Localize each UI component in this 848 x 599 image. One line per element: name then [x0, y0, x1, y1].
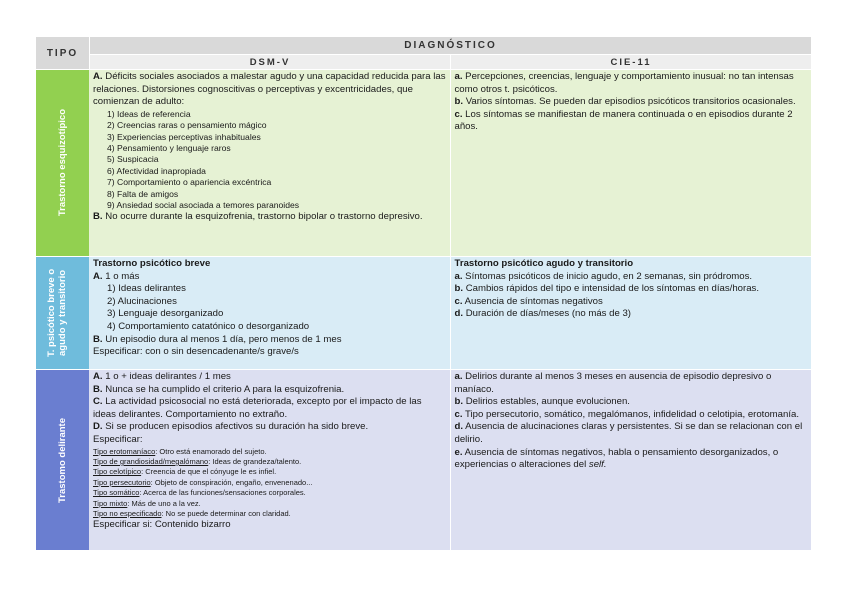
list-item: 2) Alucinaciones	[107, 295, 177, 307]
section-title: Trastorno psicótico agudo y transitorio	[454, 258, 634, 269]
tipo-label: Trastorno esquizotípico	[57, 109, 68, 217]
criterion-text: Cambios rápidos del tipo e intensidad de los síntomas en días/horas.	[463, 283, 760, 295]
criterion-label: a.	[454, 71, 463, 82]
type-name: Tipo celotípico	[93, 467, 142, 477]
criterion-label: c.	[454, 108, 463, 120]
criterion-label: c.	[454, 408, 463, 420]
tipo-label: T. psicótico breve o agudo y transitorio	[45, 268, 68, 358]
type-desc: : No se puede determinar con claridad.	[161, 509, 291, 518]
criterion-label: A.	[93, 270, 103, 282]
type-item	[93, 499, 446, 509]
criterion-label: C.	[93, 396, 103, 408]
criterion-text: Duración de días/meses (no más de 3)	[463, 308, 632, 320]
criterion-text: No ocurre durante la esquizofrenia, trastorno bipolar o trastorno depresivo.	[102, 211, 423, 223]
type-item	[93, 478, 446, 488]
list-item: 8) Falta de amigos	[107, 188, 179, 199]
type-desc: : Objeto de conspiración, engaño, envenenado...	[150, 477, 313, 487]
criterion-label: d.	[454, 308, 464, 320]
type-name: Tipo somático	[93, 488, 140, 498]
tipo-cell	[36, 370, 89, 550]
criterion-label: b.	[454, 396, 464, 408]
diagnostico-header: DIAGNÓSTICO	[90, 37, 811, 55]
table-header	[36, 37, 811, 69]
type-name: Tipo mixto	[93, 498, 128, 508]
criterion-label: A.	[93, 371, 103, 382]
criterion-text: Varios síntomas. Se pueden dar episodios psicóticos transitorios ocasionales.	[463, 96, 796, 108]
list-item: 7) Comportamiento o apariencia excéntrica	[107, 177, 272, 188]
criterion-text: Percepciones, creencias, lenguaje y comportamiento inusual: no tan intensas como otros t. psicóticos.	[454, 71, 794, 95]
type-item	[93, 509, 446, 519]
dsm-cell	[89, 257, 451, 369]
list-item: 6) Afectividad inapropiada	[107, 165, 206, 176]
type-desc: : Más de uno a la vez.	[127, 498, 201, 508]
criterion-text: Delirios durante al menos 3 meses en ausencia de episodio depresivo o maníaco.	[454, 371, 772, 395]
type-item	[93, 457, 446, 467]
criterion-text: 1 o más	[102, 270, 140, 282]
type-item	[93, 467, 446, 477]
criterion-italic: self.	[588, 459, 607, 471]
criterion-label: e.	[454, 446, 463, 458]
type-name: Tipo de grandiosidad/megalómano	[93, 456, 209, 466]
tipo-header: TIPO	[36, 37, 90, 69]
criterion-label: A.	[93, 71, 103, 82]
dsm-header: DSM-V	[90, 55, 451, 69]
section-title: Trastorno psicótico breve	[93, 258, 211, 269]
list-item: 2) Creencias raras o pensamiento mágico	[107, 120, 267, 131]
criterion-label: a.	[454, 371, 463, 382]
list-item: 4) Comportamiento catatónico o desorganizado	[107, 320, 310, 332]
row-delirante	[36, 369, 811, 550]
list-item: 1) Ideas delirantes	[107, 283, 186, 295]
specifier: Especificar:	[93, 433, 143, 445]
criterion-label: b.	[454, 96, 464, 108]
criterion-label: B.	[93, 333, 103, 345]
type-name: Tipo persecutorio	[93, 477, 151, 487]
type-item	[93, 447, 446, 457]
row-esquizotipico	[36, 69, 811, 256]
criterion-text: Déficits sociales asociados a malestar agudo y una capacidad reducida para las relaciones. Distorsiones cognoscitivas o perceptivas y excentricidades, que comienzan de adulto:	[93, 71, 446, 108]
type-name: Tipo no especificado	[93, 509, 162, 518]
criterion-text: Los síntomas se manifiestan de manera continuada o en episodios durante 2 años.	[454, 108, 793, 133]
specifier: Especificar si: Contenido bizarro	[93, 519, 231, 531]
criterion-text: Ausencia de síntomas negativos	[462, 295, 603, 307]
criterion-label: B.	[93, 211, 103, 223]
criterion-label: c.	[454, 295, 463, 307]
criterion-text: Ausencia de alucinaciones claras y persistentes. Si se dan se relacionan con el delirio.	[454, 421, 803, 445]
cie-cell	[451, 370, 812, 550]
criterion-text: Delirios estables, aunque evolucionen.	[463, 396, 630, 408]
list-item: 4) Pensamiento y lenguaje raros	[107, 143, 231, 153]
type-desc: : Otro está enamorado del sujeto.	[155, 446, 267, 456]
cie-header: CIE-11	[451, 55, 811, 69]
criterion-label: d.	[454, 421, 464, 433]
type-desc: : Ideas de grandeza/talento.	[208, 456, 302, 466]
diagnosis-table	[36, 37, 811, 550]
list-item: 3) Lenguaje desorganizado	[107, 308, 224, 320]
criterion-text: Síntomas psicóticos de inicio agudo, en 2 semanas, sin pródromos.	[462, 270, 753, 282]
tipo-cell	[36, 257, 89, 369]
tipo-cell	[36, 70, 89, 256]
criterion-text: Un episodio dura al menos 1 día, pero menos de 1 mes	[102, 333, 342, 345]
criterion-text: Nunca se ha cumplido el criterio A para la esquizofrenia.	[102, 383, 345, 395]
cie-cell	[451, 257, 812, 369]
criterion-text: Tipo persecutorio, somático, megalómanos, infidelidad o celotipia, erotomanía.	[462, 408, 800, 420]
type-name: Tipo erotomaníaco	[93, 446, 156, 456]
row-psicotico-breve	[36, 256, 811, 369]
dsm-cell	[89, 370, 451, 550]
criterion-text: La actividad psicosocial no está deteriorada, excepto por el impacto de las ideas delirantes. Comportamiento no extraño.	[93, 396, 422, 420]
criterion-label: b.	[454, 283, 464, 295]
type-desc: : Acerca de las funciones/sensaciones corporales.	[139, 488, 306, 498]
list-item: 3) Experiencias perceptivas inhabituales	[107, 131, 261, 142]
list-item: 9) Ansiedad social asociada a temores paranoides	[107, 200, 300, 211]
criterion-label: a.	[454, 270, 463, 282]
type-item	[93, 488, 446, 498]
dsm-cell	[89, 70, 451, 256]
criterion-label: B.	[93, 383, 103, 395]
cie-cell	[451, 70, 812, 256]
list-item: 5) Suspicacia	[107, 154, 159, 165]
criterion-label: D.	[93, 421, 103, 433]
specifier: Especificar: con o sin desencadenante/s grave/s	[93, 346, 299, 358]
criterion-text: Si se producen episodios afectivos su duración ha sido breve.	[102, 421, 369, 433]
type-desc: : Creencia de que el cónyuge le es infiel.	[141, 467, 277, 477]
criterion-text: 1 o + ideas delirantes / 1 mes	[102, 371, 231, 382]
list-item: 1) Ideas de referencia	[107, 108, 191, 119]
tipo-label: Trastomo delirante	[57, 417, 68, 503]
criterion-text: Ausencia de síntomas negativos, habla o pensamiento desorganizados, o experiencias o alteraciones del	[454, 446, 779, 471]
